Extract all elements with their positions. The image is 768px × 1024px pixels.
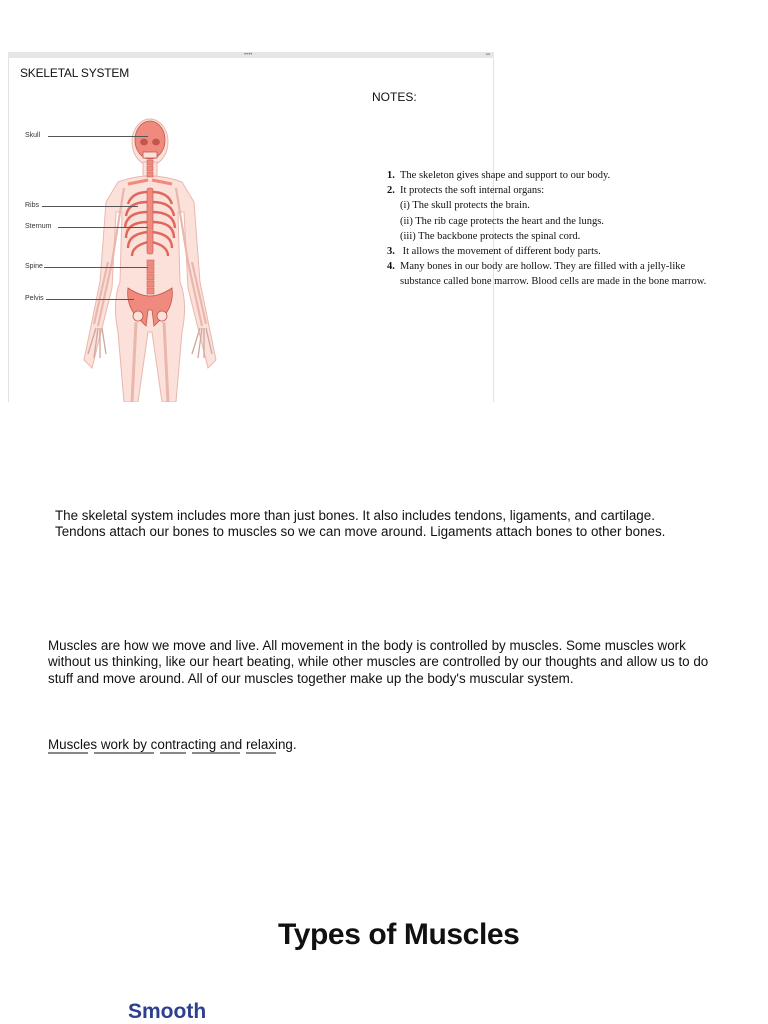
note-item: 4. Many bones in our body are hollow. They are filled with a jelly-like <box>387 261 686 273</box>
corner-handle-icon: ▪▪ <box>485 52 490 58</box>
sternum-icon <box>147 188 153 254</box>
label-spine: Spine <box>25 263 43 270</box>
skeleton-illustration <box>48 112 248 402</box>
smooth-muscle-label: Smooth <box>128 1000 207 1023</box>
notes-label: NOTES: <box>372 90 417 104</box>
label-ribs: Ribs <box>25 202 40 209</box>
note-subitem: (iii) The backbone protects the spinal cord. <box>400 230 581 242</box>
note-subitem: (i) The skull protects the brain. <box>400 200 530 212</box>
note-subitem: (ii) The rib cage protects the heart and the lungs. <box>400 215 604 227</box>
note-item: 3. It allows the movement of different body parts. <box>387 246 601 258</box>
muscles-paragraph: Muscles are how we move and live. All movement in the body is controlled by muscles. Some muscles work without us thinking, like our heart beating, while other muscles are controlled by our thoughts and allow us to do stuff and move around. All of our muscles together make up the body's muscular system. <box>48 638 709 686</box>
note-item: 2. It protects the soft internal organs: <box>387 185 545 197</box>
notes-list <box>387 168 767 290</box>
label-sternum: Sternum <box>25 223 52 230</box>
label-skull: Skull <box>25 132 41 139</box>
note-item: 1. The skeleton gives shape and support to our body. <box>387 170 611 181</box>
contracting-paragraph: Muscles work by contracting and relaxing. <box>48 737 297 752</box>
sternum-leader-line <box>58 227 148 228</box>
figure-title: SKELETAL SYSTEM <box>20 66 130 80</box>
pelvis-leader-line <box>46 299 134 300</box>
spine-leader-line <box>44 267 148 268</box>
skeletal-paragraph: The skeletal system includes more than just bones. It also includes tendons, ligaments, and cartilage. Tendons attach our bones to muscles so we can move around. Ligaments attach bones to other bones. <box>55 508 666 540</box>
types-of-muscles-heading: Types of Muscles <box>278 918 520 951</box>
cropped-text-line <box>48 752 328 758</box>
skull-icon <box>135 121 165 159</box>
ribs-leader-line <box>42 206 138 207</box>
note-subitem: substance called bone marrow. Blood cells are made in the bone marrow. <box>400 276 707 288</box>
grip-handle-icon: •••• <box>244 52 253 58</box>
skull-leader-line <box>48 136 148 137</box>
figure-left-edge <box>8 58 9 402</box>
figure-top-bar <box>8 52 494 58</box>
label-pelvis: Pelvis <box>25 295 44 302</box>
